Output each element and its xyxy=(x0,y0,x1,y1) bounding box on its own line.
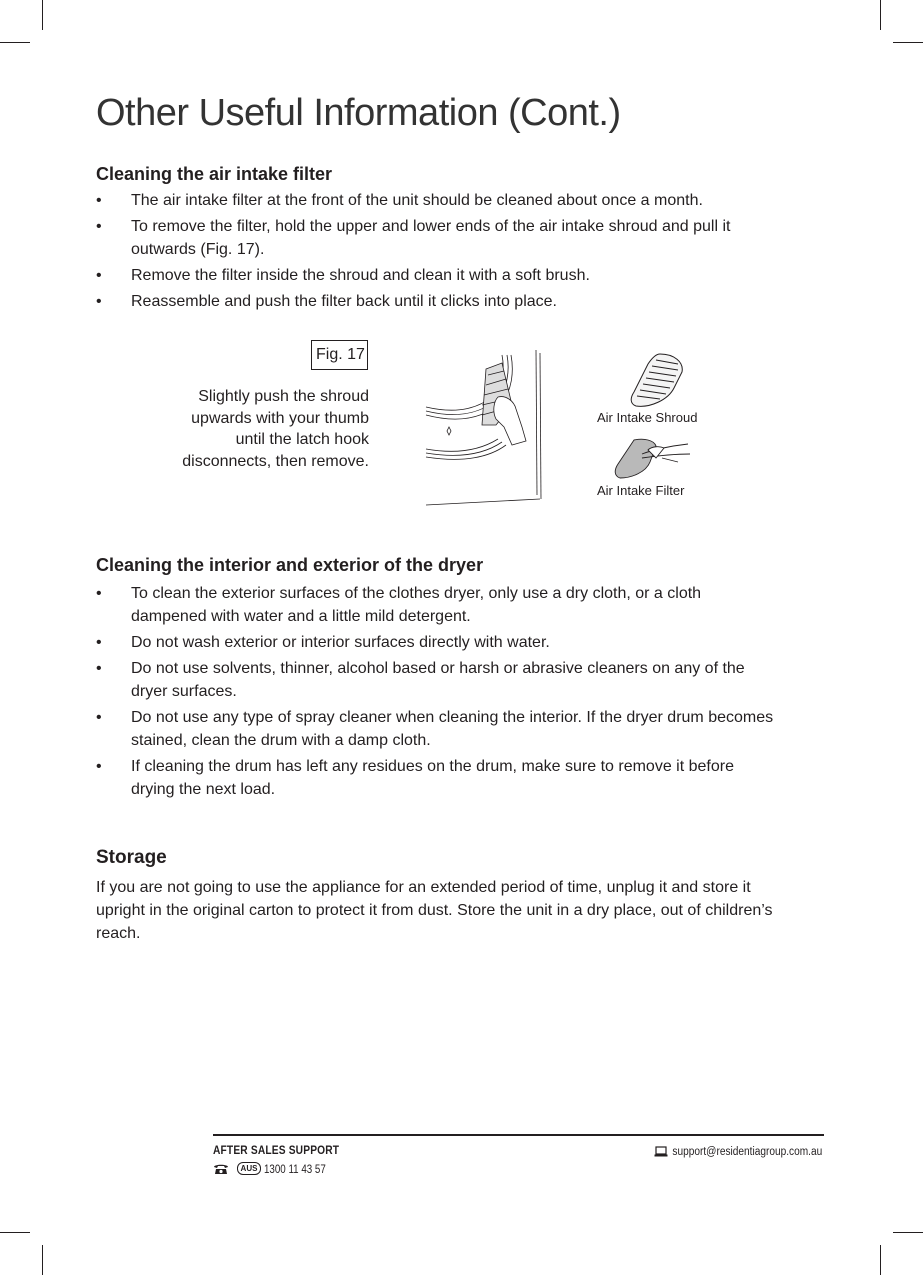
crop-mark xyxy=(880,1245,881,1275)
crop-mark xyxy=(42,0,43,30)
list-item: • If cleaning the drum has left any residues on the drum, make sure to remove it before drying the next load. xyxy=(96,755,776,801)
crop-mark xyxy=(42,1245,43,1275)
bullet-icon: • xyxy=(96,585,102,602)
crop-mark xyxy=(0,42,30,43)
footer-phone: 1300 11 43 57 xyxy=(264,1164,326,1176)
storage-text: If you are not going to use the appliance for an extended period of time, unplug it and store it upright in the original carton to protect it from dust. Store the unit in a dry place, out of children’s reach. xyxy=(96,879,773,942)
filter-illustration xyxy=(612,436,694,482)
crop-mark xyxy=(893,1232,923,1233)
filter-label: Air Intake Filter xyxy=(597,483,685,498)
interior-exterior-heading: Cleaning the interior and exterior of the dryer xyxy=(96,555,484,575)
list-item: • The air intake filter at the front of the unit should be cleaned about once a month. xyxy=(96,189,776,212)
bullet-icon: • xyxy=(96,634,102,651)
bullet-icon: • xyxy=(96,267,102,284)
bullet-icon: • xyxy=(96,192,102,209)
air-filter-list xyxy=(96,189,776,316)
bullet-icon: • xyxy=(96,293,102,310)
phone-icon xyxy=(213,1163,229,1175)
country-badge: AUS xyxy=(237,1162,261,1175)
dryer-illustration xyxy=(420,345,550,507)
air-filter-heading: Cleaning the air intake filter xyxy=(96,164,333,184)
figure-label: Fig. 17 xyxy=(311,340,368,370)
list-item: • Do not wash exterior or interior surfaces directly with water. xyxy=(96,631,776,654)
footer-divider xyxy=(213,1134,824,1136)
crop-mark xyxy=(0,1232,30,1233)
crop-mark xyxy=(893,42,923,43)
list-item: • To clean the exterior surfaces of the clothes dryer, only use a dry cloth, or a cloth dampened with water and a little mild detergent. xyxy=(96,582,776,628)
bullet-icon: • xyxy=(96,660,102,677)
bullet-icon: • xyxy=(96,758,102,775)
footer-email[interactable]: support@residentiagroup.com.au xyxy=(672,1146,822,1158)
page-title: Other Useful Information (Cont.) xyxy=(96,92,621,134)
list-item: • Remove the filter inside the shroud and clean it with a soft brush. xyxy=(96,264,776,287)
footer-title: AFTER SALES SUPPORT xyxy=(213,1143,340,1157)
laptop-icon xyxy=(654,1146,668,1157)
list-item: • To remove the filter, hold the upper and lower ends of the air intake shroud and pull it outwards (Fig. 17). xyxy=(96,215,776,261)
list-item: • Do not use solvents, thinner, alcohol based or harsh or abrasive cleaners on any of the dryer surfaces. xyxy=(96,657,776,703)
figure-caption: Slightly push the shroud upwards with your thumb until the latch hook disconnects, then remove. xyxy=(182,388,369,470)
shroud-label: Air Intake Shroud xyxy=(597,410,698,425)
shroud-illustration xyxy=(628,352,688,412)
storage-heading: Storage xyxy=(96,847,167,868)
list-item: • Do not use any type of spray cleaner when cleaning the interior. If the dryer drum becomes stained, clean the drum with a damp cloth. xyxy=(96,706,776,752)
crop-mark xyxy=(880,0,881,30)
bullet-icon: • xyxy=(96,218,102,235)
interior-exterior-list xyxy=(96,582,776,804)
list-item: • Reassemble and push the filter back until it clicks into place. xyxy=(96,290,776,313)
bullet-icon: • xyxy=(96,709,102,726)
